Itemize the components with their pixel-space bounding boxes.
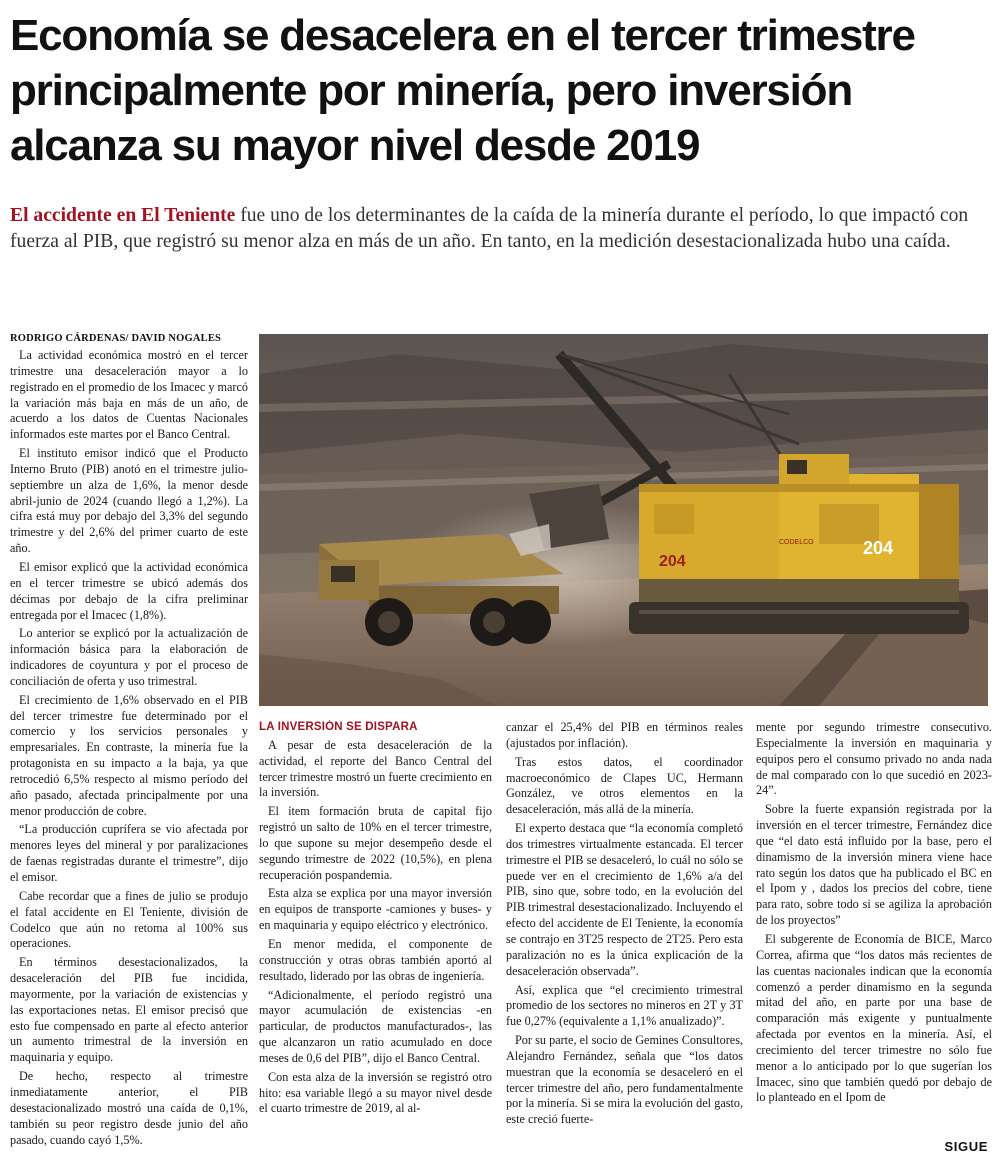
paragraph: “La producción cuprífera se vio afectada por menores leyes del mineral y por paralizaciones de faenas registradas durante el trimestre”, dijo el emisor. <box>10 822 248 884</box>
shovel-number-right: 204 <box>863 538 894 558</box>
mining-photo <box>259 334 988 706</box>
paragraph: El emisor explicó que la actividad económica en el tercer trimestre se ubicó además dos décimas por debajo de la cifra preliminar entregada por el Imacec (1,8%). <box>10 559 248 622</box>
paragraph: Por su parte, el socio de Gemines Consultores, Alejandro Fernández, señala que “los datos muestran que la economía se desaceleró en el tercer trimestre del año, pero fundamentalmente por la minería. Si se mira la evolución del gasto, este creció fuerte- <box>506 1033 743 1127</box>
paragraph: A pesar de esta desaceleración de la actividad, el reporte del Banco Central del tercer trimestre mostró un fuerte crecimiento en la inversión. <box>259 737 492 800</box>
paragraph: “Adicionalmente, el período registró una mayor acumulación de existencias -en particular, de productos manufacturados-, las que alcanzaron un ratio acumulado en doce meses de 0,6 del PIB”, dijo el Banco Central. <box>259 987 492 1065</box>
paragraph: El instituto emisor indicó que el Producto Interno Bruto (PIB) anotó en el trimestre julio-septiembre un alza de 1,6%, la menor desde abril-junio de 2024 (cuando llegó a 1,2%). La cifra está muy por debajo del 3,3% del segundo trimestre y del 2,6% del primer cuarto de este año. <box>10 446 248 556</box>
paragraph: Tras estos datos, el coordinador macroeconómico de Clapes UC, Hermann González, ve otros elementos en la desaceleración, más allá de la minería. <box>506 754 743 817</box>
article-column-3 <box>506 720 743 1160</box>
lede <box>10 203 992 255</box>
paragraph: En menor medida, el componente de construcción y otras obras también aportó al resultado, liderado por las obras de ingeniería. <box>259 936 492 983</box>
paragraph: La actividad económica mostró en el tercer trimestre una desaceleración mayor a lo registrado en el promedio de los Imacec y marcó la variación más baja en más de un año, de acuerdo a los datos de Cuentas Nacionales informados este martes por el Banco Central. <box>10 348 248 442</box>
lede-lead: El accidente en El Teniente <box>10 205 236 226</box>
headline-line: Economía se desacelera en el tercer trimestre <box>10 11 915 60</box>
headline-line: principalmente por minería, pero inversión <box>10 66 853 115</box>
continue-label: SIGUE <box>944 1139 988 1154</box>
byline: RODRIGO CÁRDENAS/ DAVID NOGALES <box>10 333 222 344</box>
paragraph: Esta alza se explica por una mayor inversión en equipos de transporte -camiones y buses- y en maquinaria y equipo eléctrico y electrónico. <box>259 886 492 933</box>
lede-body: fue uno de los determinantes de la caída de la minería durante el período, lo que impactó con fuerza al PIB, que registró su menor alza en más de un año. En tanto, en la medición desestacionalizada hubo una caída. <box>10 205 969 252</box>
paragraph: De hecho, respecto al trimestre inmediatamente anterior, el PIB desestacionalizado mostró una caída de 0,1%, también su peor registro desde junio del año pasado, cuando cayó 1,5%. <box>10 1069 248 1147</box>
paragraph: En términos desestacionalizados, la desaceleración del PIB fue incidida, mayormente, por la variación de existencias y las exportaciones netas. El emisor precisó que esto fue compensado en parte al efecto anterior un aumento trimestral de la inversión en maquinaria y equipo. <box>10 955 248 1065</box>
paragraph: El crecimiento de 1,6% observado en el PIB del tercer trimestre fue determinado por el comercio y los servicios personales y empresariales. En contraste, la minería fue la protagonista en su impacto a la baja, ya que retrocedió 6,5% respecto al mismo período del año pasado, afectada principalmente por una menor producción de cobre. <box>10 692 248 818</box>
codelco-label: CODELCO <box>779 539 814 546</box>
paragraph: El ítem formación bruta de capital fijo registró un salto de 10% en el tercer trimestre, lo que supone su mejor desempeño desde el segundo trimestre de 2022 (10,5%), en plena recuperación pospandemia. <box>259 804 492 882</box>
mining-photo-illustration <box>259 334 988 706</box>
paragraph: Con esta alza de la inversión se registró otro hito: esa variable llegó a su mayor nivel desde el cuarto trimestre de 2019, al al- <box>259 1069 492 1116</box>
paragraph: Cabe recordar que a fines de julio se produjo el fatal accidente en El Teniente, división de Codelco que aún no retoma al 100% sus operaciones. <box>10 888 248 951</box>
shovel-number-left: 204 <box>659 553 686 570</box>
paragraph: El experto destaca que “la economía completó dos trimestres virtualmente estancada. El tercer trimestre el PIB se desaceleró, lo cuál no sólo se puede ver en el crecimiento de 1,6% a/a del PIB, sino que, sobre todo, en la evolución del PIB trimestral desestacionalizado. Incluyendo el efecto del accidente de El Teniente, la economía se contrajo en 3T25 respecto de 2T25. Pero esta paralización no es la única explicación de la desaceleración observada”. <box>506 821 743 978</box>
section-subhead: LA INVERSIÓN SE DISPARA <box>259 721 418 733</box>
paragraph: Sobre la fuerte expansión registrada por la inversión en el tercer trimestre, Fernández dice que “el dato está influido por la base, pero el dinamismo de la inversión minera viene hace rato según los datos que ha publicado el BC en el Ipom y , dados los precios del cobre, tiene para rato, sobre todo si se agiliza la aprobación de los proyectos” <box>756 802 992 928</box>
paragraph: canzar el 25,4% del PIB en términos reales (ajustados por inflación). <box>506 720 743 750</box>
article-column-4 <box>756 720 992 1160</box>
article-column-2 <box>259 720 492 1160</box>
headline <box>10 8 995 173</box>
headline-line: alcanza su mayor nivel desde 2019 <box>10 121 700 170</box>
article-column-1 <box>10 348 248 1156</box>
paragraph: Lo anterior se explicó por la actualización de información básica para la elaboración de indicadores de coyuntura y por el proceso de conciliación de oferta y uso trimestral. <box>10 626 248 688</box>
paragraph: El subgerente de Economía de BICE, Marco Correa, afirma que “los datos más recientes de las cuentas nacionales indican que la economía comenzó a perder dinamismo en la segunda mitad del año, en parte por una base de comparación más exigente y puntualmente afectada por eventos en la minería. Así, el crecimiento del tercer trimestre no sólo fue menor a lo anticipado por lo que sugerían los Imacec, sino que también quedó por debajo de lo planteado en el Ipom de <box>756 931 992 1105</box>
paragraph: mente por segundo trimestre consecutivo. Especialmente la inversión en maquinaria y equipos pero el consumo privado no anda nada de mal comparado con lo que sucedió en 2023-24”. <box>756 720 992 798</box>
paragraph: Así, explica que “el crecimiento trimestral promedio de los sectores no mineros en 2T y 3T fue 0,27% (equivalente a 1,1% anualizado)”. <box>506 982 743 1029</box>
